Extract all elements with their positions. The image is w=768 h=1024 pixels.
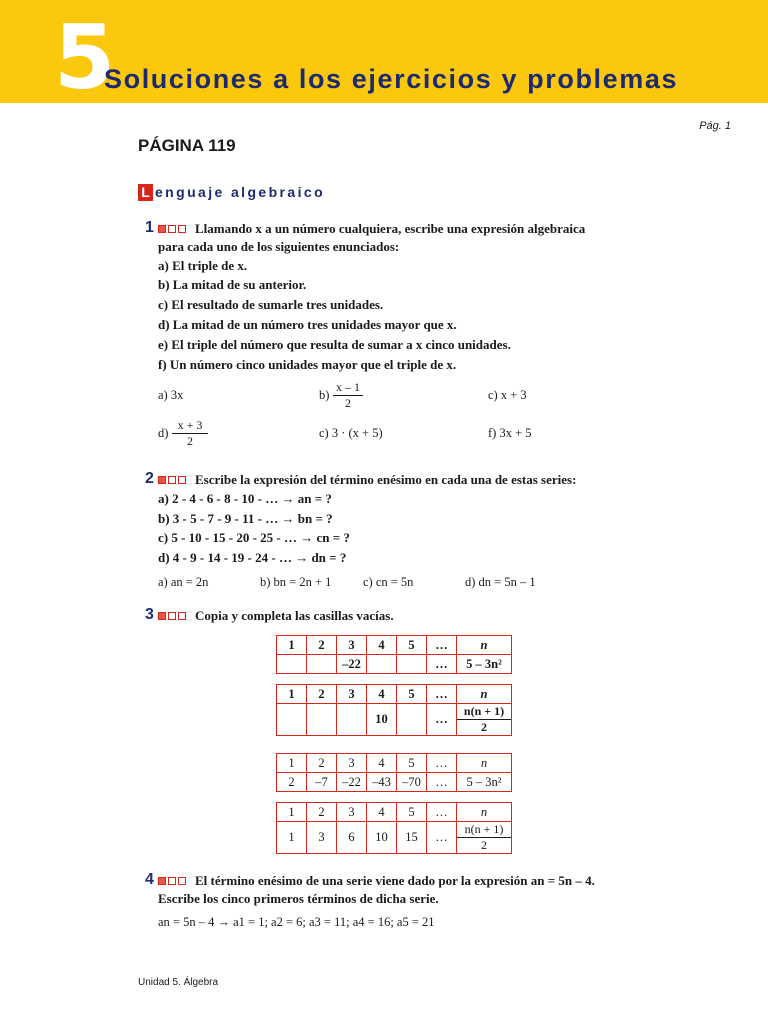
table-solution (276, 753, 512, 792)
answer-2a: a) an = 2n (158, 575, 209, 589)
page-tag: Pág. 1 (699, 120, 731, 132)
exercise-1-line: f) Un número cinco unidades mayor que el triple de x. (158, 357, 457, 372)
unit-number: 5 (54, 6, 116, 109)
exercise-1-line: c) El resultado de sumarle tres unidades. (158, 297, 384, 312)
table-cell (457, 822, 512, 854)
exercise-4-line: El término enésimo de una serie viene dado por la expresión an = 5n – 4. (195, 873, 595, 888)
table-cell: n (457, 803, 512, 822)
exercise-1-line: Llamando x a un número cualquiera, escribe una expresión algebraica (195, 221, 586, 236)
table-cell: 5 – 3n² (457, 773, 512, 792)
answer-1a: a) 3x (158, 388, 184, 402)
difficulty-indicator (158, 225, 186, 233)
table-cell: 6 (337, 822, 367, 854)
table-cell: 5 (397, 803, 427, 822)
table-exercise (276, 635, 512, 674)
table-cell: n (457, 754, 512, 773)
answer-2d: d) dn = 5n – 1 (465, 575, 536, 589)
table-cell: 1 (277, 822, 307, 854)
answer-4: an = 5n – 4 → a1 = 1; a2 = 6; a3 = 11; a4 = 16; a5 = 21 (158, 915, 435, 929)
fraction: n(n + 1) 2 (457, 822, 511, 853)
table-cell: 3 (307, 822, 337, 854)
exercise-1-line: b) La mitad de su anterior. (158, 277, 307, 292)
table-cell: 1 (277, 803, 307, 822)
table-cell: 10 (367, 822, 397, 854)
difficulty-indicator (158, 612, 186, 620)
exercise-1-line: d) La mitad de un número tres unidades mayor que x. (158, 317, 457, 332)
section-title: enguaje algebraico (155, 184, 326, 200)
table-cell: … (427, 655, 457, 674)
exercise-2-line: b) 3 - 5 - 7 - 9 - 11 - … → bn = ? (158, 511, 333, 526)
table-cell: … (427, 773, 457, 792)
exercise-4-line: Escribe los cinco primeros términos de dicha serie. (158, 891, 439, 906)
table-cell: –22 (337, 655, 367, 674)
exercise-2-line: d) 4 - 9 - 14 - 19 - 24 - … → dn = ? (158, 550, 347, 565)
table-cell: 2 (307, 636, 337, 655)
table-cell: 4 (367, 685, 397, 704)
section-heading (138, 183, 325, 201)
difficulty-indicator (158, 476, 186, 484)
table-solution (276, 802, 512, 854)
header-title: Soluciones a los ejercicios y problemas (104, 64, 679, 94)
page-footer: Unidad 5. Álgebra (138, 977, 219, 988)
table-cell: –70 (397, 773, 427, 792)
exercise-1-line: a) El triple de x. (158, 258, 248, 273)
table-cell[interactable] (367, 655, 397, 674)
exercise-2-line: a) 2 - 4 - 6 - 8 - 10 - … → an = ? (158, 491, 332, 506)
answer-1d-label: d) (158, 426, 169, 440)
exercise-3-number: 3 (145, 606, 154, 623)
table-cell: 3 (337, 685, 367, 704)
table-cell: 15 (397, 822, 427, 854)
table-cell: –22 (337, 773, 367, 792)
answer-1f: f) 3x + 5 (488, 426, 532, 440)
table-cell: 5 – 3n² (457, 655, 512, 674)
exercise-4-number: 4 (145, 871, 154, 888)
table-cell: 1 (277, 636, 307, 655)
answer-2b: b) bn = 2n + 1 (260, 575, 332, 589)
table-cell: n (457, 636, 512, 655)
table-cell: … (427, 822, 457, 854)
table-cell: 5 (397, 636, 427, 655)
table-cell: 3 (337, 636, 367, 655)
table-cell[interactable] (307, 704, 337, 736)
table-cell: –7 (307, 773, 337, 792)
table-cell (457, 704, 512, 736)
answer-1e: c) 3 · (x + 5) (319, 426, 383, 440)
table-cell[interactable] (277, 704, 307, 736)
table-cell: 4 (367, 803, 397, 822)
table-cell: … (427, 636, 457, 655)
section-letter: L (138, 184, 153, 201)
table-cell: n (457, 685, 512, 704)
header-banner (0, 0, 768, 109)
table-cell: 5 (397, 754, 427, 773)
exercise-1-number: 1 (145, 219, 154, 236)
table-cell: 2 (307, 754, 337, 773)
table-exercise (276, 684, 512, 736)
table-cell: 2 (277, 773, 307, 792)
answer-2c: c) cn = 5n (363, 575, 414, 589)
table-cell: … (427, 704, 457, 736)
table-cell[interactable] (397, 704, 427, 736)
table-cell: 3 (337, 803, 367, 822)
exercise-1-line: e) El triple del número que resulta de sumar a x cinco unidades. (158, 337, 511, 352)
exercise-1-line: para cada uno de los siguientes enunciados: (158, 239, 400, 254)
difficulty-indicator (158, 877, 186, 885)
table-cell: 5 (397, 685, 427, 704)
table-cell[interactable] (307, 655, 337, 674)
table-cell[interactable] (277, 655, 307, 674)
table-cell: 10 (367, 704, 397, 736)
answer-1d-fraction: $\frac{x + 3}{2}$ (172, 418, 208, 449)
page-heading: PÁGINA 119 (138, 136, 236, 155)
answer-1b-fraction: $\frac{x - 1}{2}$ (333, 380, 363, 411)
table-cell: 2 (307, 803, 337, 822)
table-cell[interactable] (397, 655, 427, 674)
table-cell: … (427, 803, 457, 822)
answer-1c: c) x + 3 (488, 388, 527, 402)
table-cell: 3 (337, 754, 367, 773)
table-cell: 2 (307, 685, 337, 704)
table-cell[interactable] (337, 704, 367, 736)
table-cell: … (427, 685, 457, 704)
table-cell: 1 (277, 685, 307, 704)
table-cell: 4 (367, 636, 397, 655)
exercise-2-number: 2 (145, 470, 154, 487)
exercise-2-line: Escribe la expresión del término enésimo en cada una de estas series: (195, 472, 577, 487)
table-cell: 4 (367, 754, 397, 773)
fraction: n(n + 1) 2 (457, 704, 511, 735)
answer-1b-label: b) (319, 388, 330, 402)
exercise-3-line: Copia y completa las casillas vacías. (195, 608, 394, 623)
exercise-2-line: c) 5 - 10 - 15 - 20 - 25 - … → cn = ? (158, 530, 350, 545)
table-cell: … (427, 754, 457, 773)
table-cell: 1 (277, 754, 307, 773)
table-cell: –43 (367, 773, 397, 792)
